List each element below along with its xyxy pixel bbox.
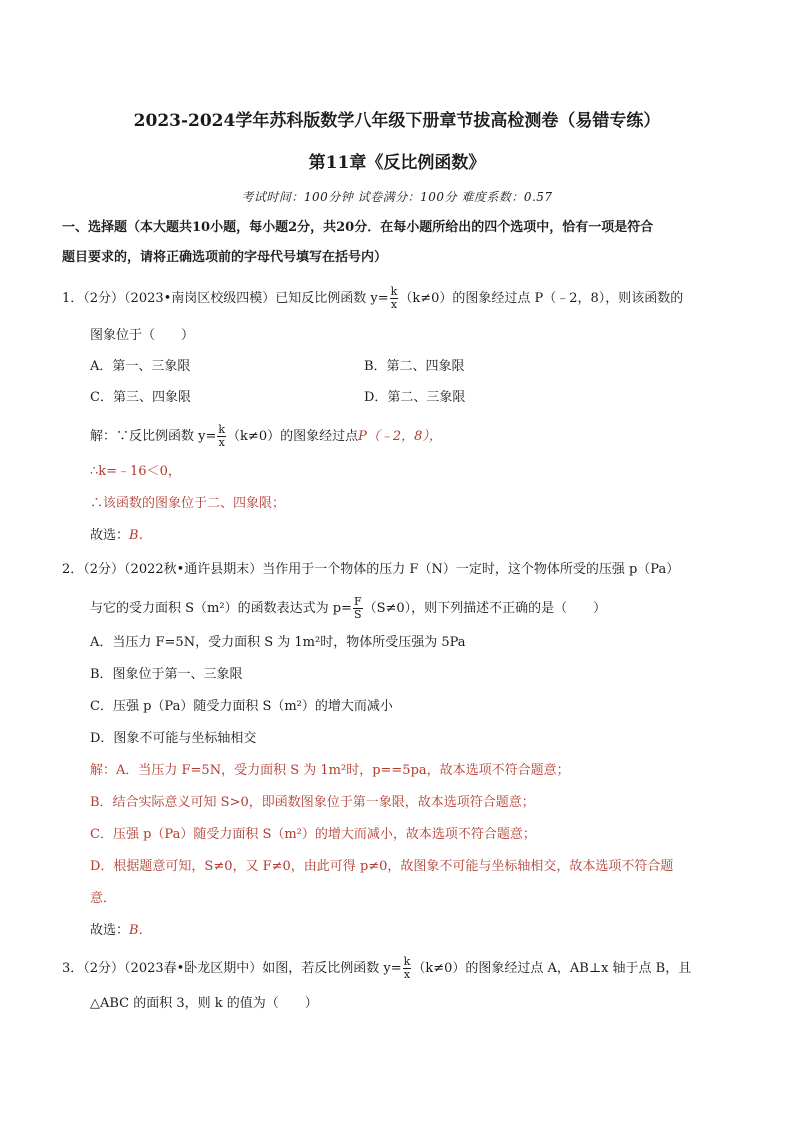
section-heading-line-2: 题目要求的，请将正确选项前的字母代号填写在括号内） xyxy=(62,250,388,265)
q2-option-d: D．图象不可能与坐标轴相交 xyxy=(90,731,257,746)
q1-answer-label: 故选： xyxy=(90,528,130,543)
q1-sol-a: 解：∵反比例函数 y= xyxy=(90,429,217,444)
q1-sol-frac-num: k xyxy=(218,423,226,436)
q3-frac-num: k xyxy=(403,955,411,968)
q3-stem-b: （k≠0）的图象经过点 A，AB⊥x 轴于点 B，且 xyxy=(412,961,692,976)
q1-answer-value: B． xyxy=(129,528,152,543)
exam-meta: 考试时间：100分钟 试卷满分：100分 难度系数：0.57 xyxy=(241,190,553,204)
q2-stem-a: 2．（2分）（2022秋•通许县期末）当作用于一个物体的压力 F（N）一定时，这个物体所受的压强 p（Pa） xyxy=(62,562,680,577)
q1-stem-b: （k≠0）的图象经过点 P（﹣2，8），则该函数的 xyxy=(399,291,684,306)
q2-answer-label: 故选： xyxy=(90,923,130,938)
q1-option-a: A．第一、三象限 xyxy=(90,359,191,374)
q1-sol-b: （k≠0）的图象经过点 xyxy=(227,429,359,444)
q3-stem xyxy=(62,956,691,981)
q1-stem-c: 图象位于（ ） xyxy=(90,328,195,343)
q3-frac-den: x xyxy=(403,968,411,981)
q3-stem-c: △ABC 的面积 3，则 k 的值为（ ） xyxy=(90,996,318,1011)
q2-option-a: A．当压力 F=5N，受力面积 S 为 1m²时，物体所受压强为 5Pa xyxy=(90,635,466,650)
q2-answer xyxy=(90,921,152,941)
q2-stem-b-line xyxy=(90,596,606,621)
q1-frac-num: k xyxy=(390,285,398,298)
q2-stem-c: （S≠0），则下列描述不正确的是（ ） xyxy=(363,601,607,616)
q2-answer-value: B． xyxy=(129,923,152,938)
q1-answer xyxy=(90,526,152,546)
q2-solution-1: 解：A．当压力 F=5N，受力面积 S 为 1m²时，p==5pa，故本选项不符合题意； xyxy=(90,763,570,778)
q1-solution-2: ∴k=﹣16＜0， xyxy=(90,464,181,479)
q2-stem-b: 与它的受力面积 S（m²）的函数表达式为 p= xyxy=(90,601,352,616)
q3-fraction xyxy=(403,956,412,981)
q1-option-b: B．第二、四象限 xyxy=(364,359,465,374)
q1-option-d: D．第二、三象限 xyxy=(364,390,466,405)
q1-sol-point: P（﹣2，8）， xyxy=(358,429,442,444)
q1-solution-3: ∴该函数的图象位于二、四象限； xyxy=(90,496,286,511)
q1-sol-frac-den: x xyxy=(218,436,225,449)
q1-stem xyxy=(62,286,683,311)
q1-option-c: C．第三、四象限 xyxy=(90,390,191,405)
q2-solution-3: C．压强 p（Pa）随受力面积 S（m²）的增大而减小，故本选项不符合题意； xyxy=(90,827,536,842)
q1-stem-a: 1．（2分）（2023•南岗区校级四模）已知反比例函数 y= xyxy=(62,291,389,306)
q1-fraction xyxy=(390,286,399,311)
q2-fraction xyxy=(353,596,363,621)
q3-stem-a: 3．（2分）（2023春•卧龙区期中）如图，若反比例函数 y= xyxy=(62,961,402,976)
q1-solution-1 xyxy=(90,424,442,449)
q2-option-c: C．压强 p（Pa）随受力面积 S（m²）的增大而减小 xyxy=(90,699,393,714)
document-title: 2023-2024学年苏科版数学八年级下册章节拔高检测卷（易错专练） xyxy=(133,111,661,131)
q2-solution-5: 意． xyxy=(90,891,117,906)
chapter-title: 第11章《反比例函数》 xyxy=(308,153,486,173)
q1-frac-den: x xyxy=(390,298,398,311)
section-heading-line-1: 一、选择题（本大题共10小题，每小题2分，共20分．在每小题所给出的四个选项中，恰有一项是符合 xyxy=(62,220,654,235)
q2-solution-4: D．根据题意可知，S≠0，又 F≠0，由此可得 p≠0，故图象不可能与坐标轴相交，故本选项不符合题 xyxy=(90,859,674,874)
q2-solution-2: B．结合实际意义可知 S>0，即函数图象位于第一象限，故本选项符合题意； xyxy=(90,795,535,810)
q1-sol-fraction xyxy=(217,424,226,449)
q2-frac-den: S xyxy=(353,608,362,621)
q2-option-b: B．图象位于第一、三象限 xyxy=(90,667,243,682)
q2-frac-num: F xyxy=(353,595,362,608)
